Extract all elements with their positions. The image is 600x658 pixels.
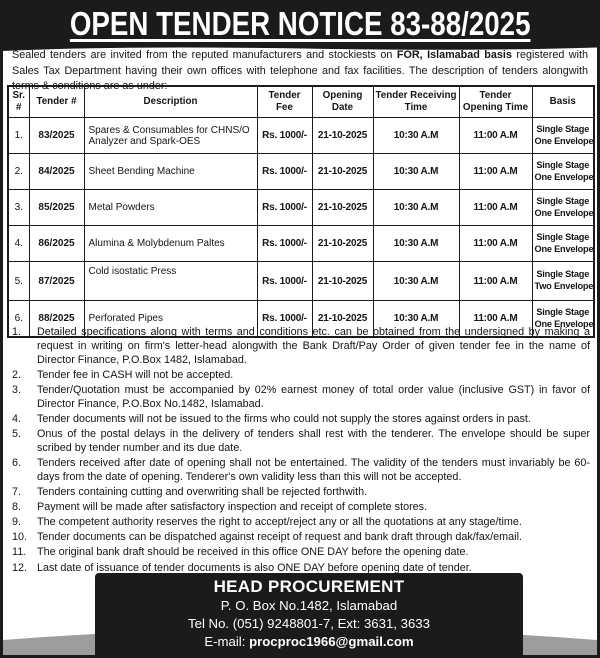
intro-text-end: registered with Sales Tax Department having their own offices with telephone and fax facilities. The description of tenders alongwith terms & conditions are as under: — [12, 49, 588, 93]
table-row — [8, 190, 594, 226]
term-item — [12, 485, 590, 499]
cell-opening-date: 21-10-2025 — [312, 118, 373, 154]
term-text: Tenders containing cutting and overwriting shall be rejected forthwith. — [37, 486, 368, 499]
footer-email-line — [95, 633, 523, 651]
cell-tender-no: 83/2025 — [29, 118, 84, 154]
cell-sr: 3. — [8, 190, 29, 226]
basis-line2: One Envelope — [534, 171, 594, 182]
basis-line1: Single Stage — [536, 123, 590, 134]
table-header-row — [8, 86, 594, 118]
cell-tender-no: 86/2025 — [29, 226, 84, 262]
table-row — [8, 154, 594, 190]
cell-basis — [532, 118, 594, 154]
term-item — [12, 412, 590, 426]
basis-line2: One Envelope — [534, 207, 594, 218]
cell-opening-time: 11:00 A.M — [459, 118, 532, 154]
term-text: Tender fee in CASH will not be accepted. — [37, 369, 234, 382]
column-header-description: Description — [84, 86, 257, 118]
cell-opening-date: 21-10-2025 — [312, 301, 373, 338]
basis-line1: Single Stage — [536, 306, 590, 317]
term-text: Tender documents will not be issued to the firms who could not supply the stores against orders in past. — [37, 413, 531, 426]
cell-receiving-time: 10:30 A.M — [373, 262, 459, 301]
cell-tender-no: 87/2025 — [29, 262, 84, 301]
cell-description: Cold isostatic Press — [84, 262, 257, 301]
cell-opening-date: 21-10-2025 — [312, 154, 373, 190]
term-number: 1. — [12, 326, 22, 338]
cell-description: Sheet Bending Machine — [84, 154, 257, 190]
term-number: 6. — [12, 457, 22, 470]
column-header-sr: Sr. # — [8, 86, 29, 118]
cell-opening-time: 11:00 A.M — [459, 226, 532, 262]
column-header-opening-time: Tender Opening Time — [459, 86, 532, 118]
cell-tender-no: 85/2025 — [29, 190, 84, 226]
term-number: 8. — [12, 501, 22, 514]
column-header-tender-no: Tender # — [29, 86, 84, 118]
header-band — [3, 3, 597, 44]
term-number: 5. — [12, 428, 22, 441]
footer-phone: Tel No. (051) 9248801-7, Ext: 3631, 3633 — [188, 616, 430, 631]
footer-email-label: E-mail: — [204, 634, 250, 649]
term-item — [12, 500, 590, 514]
cell-receiving-time: 10:30 A.M — [373, 301, 459, 338]
footer-email: procproc1966@gmail.com — [249, 634, 414, 649]
tender-table — [7, 85, 595, 338]
intro-text-start: Sealed tenders are invited from the reputed manufacturers and stockiests on — [12, 49, 397, 61]
term-text: Tenders received after date of opening shall not be entertained. The validity of the tenders must invariably be 60-days from the date of opening. Tenderer's own validity less than this will not be accepted. — [37, 457, 590, 484]
cell-sr: 6. — [8, 301, 29, 338]
cell-sr: 5. — [8, 262, 29, 301]
basis-line2: One Envelope — [534, 135, 594, 146]
cell-description: Spares & Consumables for CHNS/O Analyzer and Spark-OES — [84, 118, 257, 154]
column-header-tender-fee: Tender Fee — [257, 86, 312, 118]
cell-tender-no: 84/2025 — [29, 154, 84, 190]
term-number: 12. — [12, 561, 28, 574]
basis-line2: One Envelope — [534, 318, 594, 329]
cell-tender-fee: Rs. 1000/- — [257, 154, 312, 190]
term-item — [12, 545, 590, 559]
basis-line2: Two Envelope — [534, 281, 594, 291]
basis-line1: Single Stage — [536, 195, 590, 206]
cell-opening-time: 11:00 A.M — [459, 262, 532, 301]
term-item — [12, 368, 590, 382]
cell-basis — [532, 226, 594, 262]
cell-opening-date: 21-10-2025 — [312, 190, 373, 226]
column-header-receiving-time: Tender Receiving Time — [373, 86, 459, 118]
term-text: Detailed specifications along with terms and conditions etc. can be obtained from the undersigned by making a request in writing on firm's letter-head alongwith the Bank Draft/Pay Order of given tender fee in the name of Director Finance, P.O.Box 1482, Islamabad. — [37, 326, 590, 367]
cell-description: Metal Powders — [84, 190, 257, 226]
cell-description: Perforated Pipes — [84, 301, 257, 338]
cell-basis — [532, 190, 594, 226]
term-number: 3. — [12, 384, 22, 397]
cell-sr: 1. — [8, 118, 29, 154]
cell-opening-date: 21-10-2025 — [312, 226, 373, 262]
term-item — [12, 427, 590, 455]
cell-opening-time: 11:00 A.M — [459, 190, 532, 226]
term-number: 10. — [12, 531, 28, 544]
cell-basis — [532, 154, 594, 190]
term-text: Payment will be made after satisfactory inspection and receipt of complete stores. — [37, 501, 428, 514]
basis-line1: Single Stage — [536, 269, 590, 280]
cell-opening-time: 11:00 A.M — [459, 301, 532, 338]
terms-list — [12, 325, 590, 576]
cell-receiving-time: 10:30 A.M — [373, 226, 459, 262]
term-number: 11. — [12, 546, 27, 559]
table-row — [8, 118, 594, 154]
term-item — [12, 530, 590, 544]
cell-receiving-time: 10:30 A.M — [373, 154, 459, 190]
term-text: Last date of issuance of tender documents is also ONE DAY before opening date of tender. — [37, 561, 472, 574]
cell-tender-fee: Rs. 1000/- — [257, 301, 312, 338]
cell-tender-fee: Rs. 1000/- — [257, 190, 312, 226]
column-header-basis: Basis — [532, 86, 594, 118]
cell-tender-fee: Rs. 1000/- — [257, 262, 312, 301]
cell-sr: 2. — [8, 154, 29, 190]
term-number: 9. — [12, 516, 22, 529]
basis-line2: One Envelope — [534, 243, 594, 254]
intro-bold-text: FOR, Islamabad basis — [396, 49, 512, 61]
term-text: Tender/Quotation must be accompanied by 02% earnest money of total order value (inclusive GST) in favor of Director Finance, P.O.Box No.1482, Islamabad. — [37, 384, 590, 411]
cell-tender-fee: Rs. 1000/- — [257, 226, 312, 262]
footer-contact-box — [95, 573, 523, 655]
term-item — [12, 456, 590, 484]
term-item — [12, 325, 590, 367]
cell-sr: 4. — [8, 226, 29, 262]
term-number: 4. — [12, 413, 22, 426]
term-item — [12, 383, 590, 411]
basis-line1: Single Stage — [536, 159, 590, 170]
table-row — [8, 262, 594, 301]
cell-basis — [532, 262, 594, 301]
basis-line1: Single Stage — [536, 231, 590, 242]
cell-tender-no: 88/2025 — [29, 301, 84, 338]
term-text: Tender documents can be dispatched against receipt of request and bank draft through dak/fax/email. — [37, 531, 522, 544]
cell-opening-time: 11:00 A.M — [459, 154, 532, 190]
term-number: 2. — [12, 369, 22, 382]
cell-receiving-time: 10:30 A.M — [373, 118, 459, 154]
term-text: Onus of the postal delays in the delivery of tenders shall rest with the tenderer. The envelope should be super scribed by tender number and its due date. — [37, 428, 590, 455]
cell-opening-date: 21-10-2025 — [312, 262, 373, 301]
cell-description: Alumina & Molybdenum Paltes — [84, 226, 257, 262]
term-text: The original bank draft should be received in this office ONE DAY before the opening date. — [37, 546, 469, 559]
footer-address: P. O. Box No.1482, Islamabad — [220, 598, 398, 613]
term-item — [12, 515, 590, 529]
footer-heading: HEAD PROCUREMENT — [213, 577, 405, 596]
term-text: The competent authority reserves the right to accept/reject any or all the quotations at any stage/time. — [37, 516, 522, 529]
term-number: 7. — [12, 486, 22, 499]
cell-receiving-time: 10:30 A.M — [373, 190, 459, 226]
cell-tender-fee: Rs. 1000/- — [257, 118, 312, 154]
table-row — [8, 226, 594, 262]
page-title: OPEN TENDER NOTICE 83-88/2025 — [69, 5, 531, 42]
column-header-opening-date: Opening Date — [312, 86, 373, 118]
